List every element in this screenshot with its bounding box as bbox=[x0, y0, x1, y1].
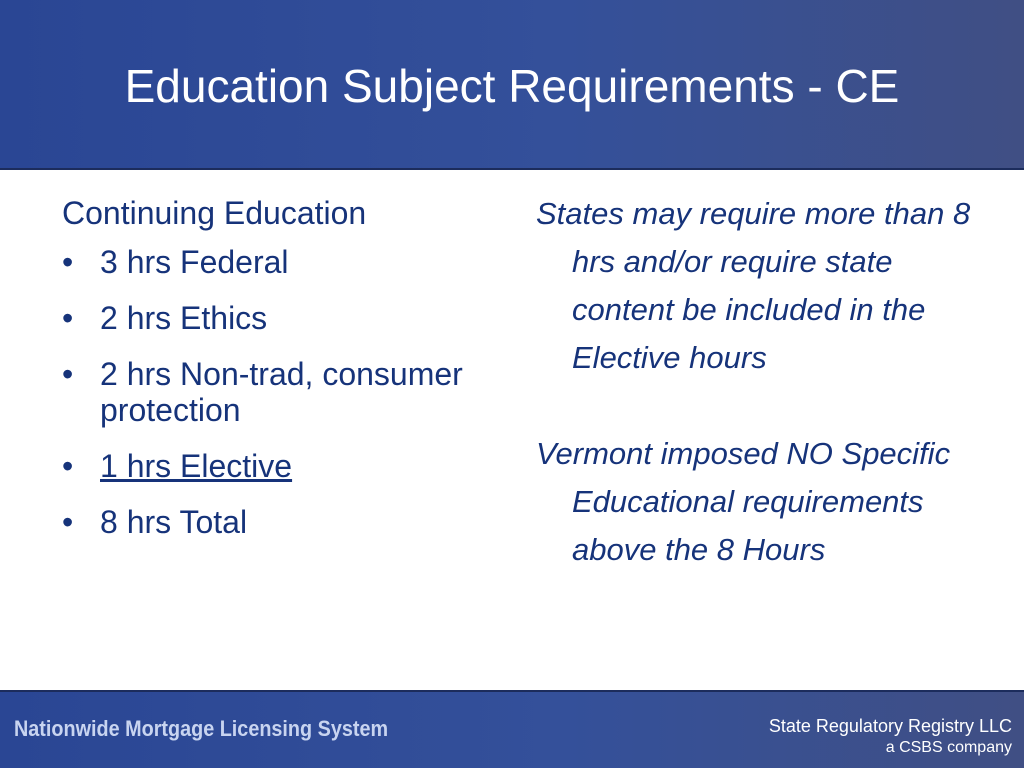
footer-company-name: State Regulatory Registry LLC bbox=[768, 716, 1012, 736]
footer-company-tagline: a CSBS company bbox=[885, 739, 1012, 756]
requirements-list bbox=[62, 244, 492, 540]
list-item-text: 8 hrs Total bbox=[100, 504, 248, 540]
slide-header bbox=[0, 0, 1024, 170]
list-item bbox=[62, 244, 492, 280]
bullet-icon: • bbox=[62, 356, 74, 392]
list-item bbox=[62, 504, 492, 540]
bullet-icon: • bbox=[62, 244, 74, 280]
bullet-icon: • bbox=[62, 448, 74, 484]
footer-org-name: Nationwide Mortgage Licensing System bbox=[14, 716, 389, 741]
list-item bbox=[62, 300, 492, 336]
state-requirements-note: States may require more than 8 hrs and/or require state content be included in the Elective hours bbox=[536, 196, 971, 375]
list-item-text: 1 hrs Elective bbox=[100, 448, 293, 484]
list-item-text: 2 hrs Non-trad, consumer protection bbox=[100, 356, 463, 428]
bullet-icon: • bbox=[62, 300, 74, 336]
left-column bbox=[62, 190, 492, 560]
footer-company bbox=[769, 714, 1012, 758]
list-item-text: 3 hrs Federal bbox=[100, 244, 289, 280]
list-item bbox=[62, 356, 492, 428]
right-column bbox=[536, 190, 976, 574]
vermont-note: Vermont imposed NO Specific Educational requirements above the 8 Hours bbox=[536, 436, 951, 567]
left-heading: Continuing Education bbox=[62, 195, 367, 231]
bullet-icon: • bbox=[62, 504, 74, 540]
list-item-text: 2 hrs Ethics bbox=[100, 300, 268, 336]
slide-footer bbox=[0, 690, 1024, 768]
list-item bbox=[62, 448, 492, 484]
slide-title: Education Subject Requirements - CE bbox=[124, 60, 900, 112]
